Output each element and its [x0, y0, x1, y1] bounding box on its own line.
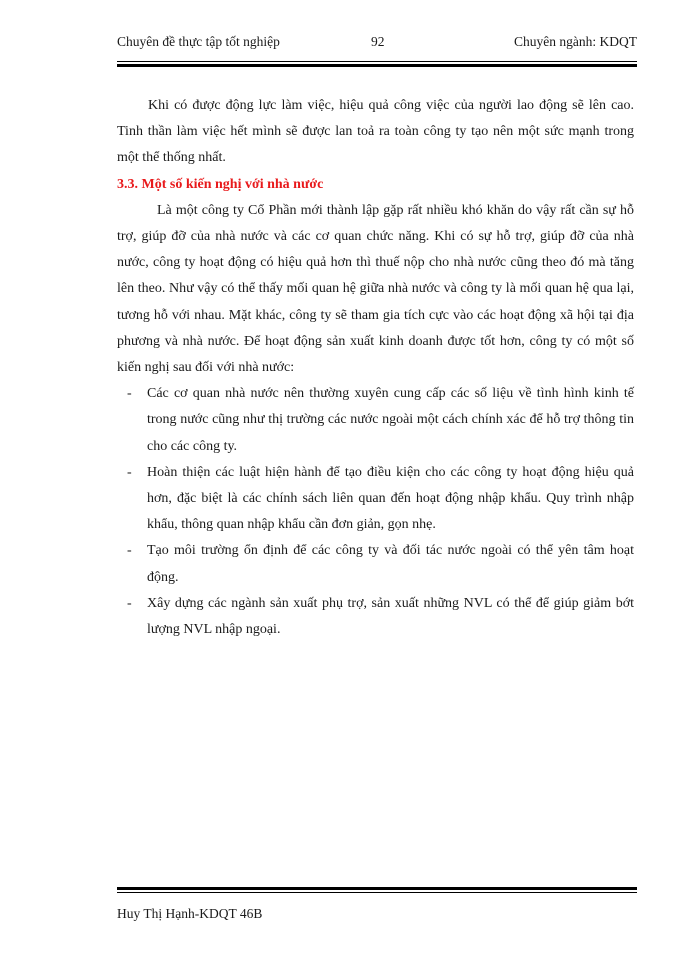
header-rule-thin [117, 61, 637, 62]
list-item-text: Xây dựng các ngành sản xuất phụ trợ, sản xuất những NVL có thể để giúp giảm bớt lượng NVL nhập ngoại. [147, 595, 634, 638]
bullet-dash: - [127, 464, 132, 480]
bullet-dash: - [127, 543, 132, 559]
footer-rule-thick [117, 887, 637, 890]
list-item [117, 381, 634, 460]
page-header [117, 34, 637, 54]
header-rule-thick [117, 64, 637, 67]
bullet-dash: - [127, 595, 132, 611]
footer-rule-thin [117, 892, 637, 893]
list-item [117, 538, 634, 590]
bullet-dash: - [127, 386, 132, 402]
recommendation-list [117, 381, 634, 643]
section-heading: 3.3. Một số kiến nghị với nhà nước [117, 176, 324, 192]
header-document-title: Chuyên đề thực tập tốt nghiệp [117, 34, 280, 49]
header-page-number: 92 [371, 34, 385, 49]
list-item-text: Tạo môi trường ổn định để các công ty và đối tác nước ngoài có thể yên tâm hoạt động. [147, 543, 634, 585]
header-major: Chuyên ngành: KDQT [514, 34, 637, 49]
list-item [117, 460, 634, 539]
list-item [117, 591, 634, 643]
body-paragraph: Là một công ty Cổ Phần mới thành lập gặp rất nhiều khó khăn do vậy rất cần sự hỗ trợ, giúp đỡ của nhà nước và các cơ quan chức năng. Khi có sự hỗ trợ, giúp đỡ của nhà nước, công ty hoạt động có hiệu quả hơn thì thuế nộp cho nhà nước cũng theo đó mà tăng lên theo. Như vậy có thể thấy mối quan hệ giữa nhà nước và công ty là mối quan hệ qua lại, tương hỗ với nhau. Mặt khác, công ty sẽ tham gia tích cực vào các hoạt động xã hội tại địa phương và nhà nước. Để hoạt động sản xuất kinh doanh được tốt hơn, công ty có một số kiến nghị sau đối với nhà nước: [117, 202, 634, 376]
list-item-text: Hoàn thiện các luật hiện hành để tạo điều kiện cho các công ty hoạt động hiệu quả hơn, đặc biệt là các chính sách liên quan đến hoạt động nhập khẩu. Quy trình nhập khẩu, thông quan nhập khẩu cần đơn giản, gọn nhẹ. [147, 464, 634, 533]
page-footer: Huy Thị Hạnh-KDQT 46B [117, 906, 263, 921]
body-paragraph: Khi có được động lực làm việc, hiệu quả công việc của người lao động sẽ lên cao. Tinh thần làm việc hết mình sẽ được lan toả ra toàn công ty tạo nên một sức mạnh trong một thể thống nhất. [117, 98, 634, 166]
page-body [117, 93, 634, 643]
list-item-text: Các cơ quan nhà nước nên thường xuyên cung cấp các số liệu về tình hình kinh tế trong nước cũng như thị trường các nước ngoài một cách chính xác để hỗ trợ thông tin cho các công ty. [147, 386, 634, 454]
